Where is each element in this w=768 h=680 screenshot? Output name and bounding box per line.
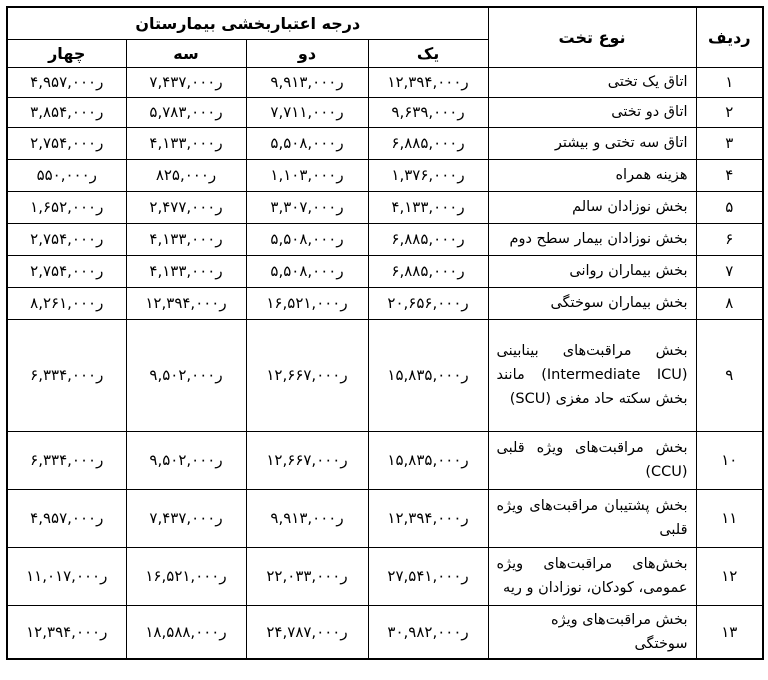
cell-level-one: ۲۰,۶۵۶,۰۰۰ر <box>368 287 488 319</box>
cell-level-three: ۹,۵۰۲,۰۰۰ر <box>126 319 246 431</box>
table-row <box>7 287 763 319</box>
level-three-header: سه <box>126 39 246 67</box>
bed-tariff-table <box>6 6 764 660</box>
cell-level-one: ۱۲,۳۹۴,۰۰۰ر <box>368 67 488 97</box>
cell-level-four: ۴,۹۵۷,۰۰۰ر <box>7 489 126 547</box>
cell-bed-type: بخش مراقبت‌های ویژه سوختگی <box>488 605 696 659</box>
table-row <box>7 97 763 127</box>
level-four-header: چهار <box>7 39 126 67</box>
cell-level-three: ۸۲۵,۰۰۰ر <box>126 159 246 191</box>
cell-row-number: ۱۰ <box>696 431 763 489</box>
level-one-header: یک <box>368 39 488 67</box>
cell-level-three: ۴,۱۳۳,۰۰۰ر <box>126 127 246 159</box>
table-row <box>7 547 763 605</box>
cell-level-three: ۵,۷۸۳,۰۰۰ر <box>126 97 246 127</box>
cell-level-one: ۱۵,۸۳۵,۰۰۰ر <box>368 319 488 431</box>
cell-level-four: ۴,۹۵۷,۰۰۰ر <box>7 67 126 97</box>
cell-level-one: ۶,۸۸۵,۰۰۰ر <box>368 127 488 159</box>
table-row <box>7 191 763 223</box>
cell-level-one: ۱۲,۳۹۴,۰۰۰ر <box>368 489 488 547</box>
cell-level-four: ۲,۷۵۴,۰۰۰ر <box>7 255 126 287</box>
cell-row-number: ۸ <box>696 287 763 319</box>
cell-bed-type: اتاق سه تختی و بیشتر <box>488 127 696 159</box>
cell-level-three: ۹,۵۰۲,۰۰۰ر <box>126 431 246 489</box>
row-number-header: ردیف <box>696 7 763 67</box>
cell-bed-type: اتاق یک تختی <box>488 67 696 97</box>
cell-level-four: ۵۵۰,۰۰۰ر <box>7 159 126 191</box>
cell-row-number: ۱۲ <box>696 547 763 605</box>
cell-level-one: ۱۵,۸۳۵,۰۰۰ر <box>368 431 488 489</box>
cell-level-four: ۶,۳۳۴,۰۰۰ر <box>7 319 126 431</box>
cell-level-one: ۶,۸۸۵,۰۰۰ر <box>368 255 488 287</box>
accreditation-group-header: درجه اعتباربخشی بیمارستان <box>7 7 488 39</box>
cell-row-number: ۳ <box>696 127 763 159</box>
cell-bed-type: بخش نوزادان سالم <box>488 191 696 223</box>
cell-level-two: ۲۲,۰۳۳,۰۰۰ر <box>246 547 368 605</box>
cell-level-three: ۴,۱۳۳,۰۰۰ر <box>126 255 246 287</box>
cell-row-number: ۴ <box>696 159 763 191</box>
cell-level-three: ۲,۴۷۷,۰۰۰ر <box>126 191 246 223</box>
cell-level-four: ۸,۲۶۱,۰۰۰ر <box>7 287 126 319</box>
table-row <box>7 489 763 547</box>
cell-level-two: ۱,۱۰۳,۰۰۰ر <box>246 159 368 191</box>
cell-level-four: ۳,۸۵۴,۰۰۰ر <box>7 97 126 127</box>
cell-bed-type: بخش‌های مراقبت‌های ویژه عمومی، کودکان، نوزادان و ریه <box>488 547 696 605</box>
cell-level-two: ۲۴,۷۸۷,۰۰۰ر <box>246 605 368 659</box>
cell-level-one: ۶,۸۸۵,۰۰۰ر <box>368 223 488 255</box>
cell-row-number: ۵ <box>696 191 763 223</box>
table-row <box>7 605 763 659</box>
cell-level-four: ۶,۳۳۴,۰۰۰ر <box>7 431 126 489</box>
cell-level-one: ۳۰,۹۸۲,۰۰۰ر <box>368 605 488 659</box>
cell-level-two: ۱۲,۶۶۷,۰۰۰ر <box>246 431 368 489</box>
table-row <box>7 67 763 97</box>
cell-level-two: ۹,۹۱۳,۰۰۰ر <box>246 67 368 97</box>
level-two-header: دو <box>246 39 368 67</box>
cell-bed-type: بخش مراقبت‌های ویژه قلبی (CCU) <box>488 431 696 489</box>
cell-bed-type: بخش مراقبت‌های بینابینی (Intermediate ICU) مانند بخش سکته حاد مغزی (SCU) <box>488 319 696 431</box>
table-row <box>7 127 763 159</box>
cell-level-one: ۲۷,۵۴۱,۰۰۰ر <box>368 547 488 605</box>
cell-bed-type: اتاق دو تختی <box>488 97 696 127</box>
cell-level-two: ۳,۳۰۷,۰۰۰ر <box>246 191 368 223</box>
cell-bed-type: هزینه همراه <box>488 159 696 191</box>
cell-row-number: ۱۱ <box>696 489 763 547</box>
cell-level-two: ۹,۹۱۳,۰۰۰ر <box>246 489 368 547</box>
cell-level-three: ۱۸,۵۸۸,۰۰۰ر <box>126 605 246 659</box>
cell-bed-type: بخش پشتیبان مراقبت‌های ویژه قلبی <box>488 489 696 547</box>
table-row <box>7 223 763 255</box>
cell-level-one: ۴,۱۳۳,۰۰۰ر <box>368 191 488 223</box>
cell-bed-type: بخش نوزادان بیمار سطح دوم <box>488 223 696 255</box>
bed-type-header: نوع تخت <box>488 7 696 67</box>
cell-level-three: ۱۲,۳۹۴,۰۰۰ر <box>126 287 246 319</box>
cell-level-two: ۱۲,۶۶۷,۰۰۰ر <box>246 319 368 431</box>
cell-level-three: ۷,۴۳۷,۰۰۰ر <box>126 489 246 547</box>
table-row <box>7 255 763 287</box>
table-row <box>7 431 763 489</box>
cell-row-number: ۹ <box>696 319 763 431</box>
cell-level-four: ۱,۶۵۲,۰۰۰ر <box>7 191 126 223</box>
cell-level-two: ۷,۷۱۱,۰۰۰ر <box>246 97 368 127</box>
cell-level-three: ۴,۱۳۳,۰۰۰ر <box>126 223 246 255</box>
table-row <box>7 159 763 191</box>
cell-level-four: ۱۲,۳۹۴,۰۰۰ر <box>7 605 126 659</box>
cell-bed-type: بخش بیماران روانی <box>488 255 696 287</box>
cell-level-three: ۱۶,۵۲۱,۰۰۰ر <box>126 547 246 605</box>
cell-level-one: ۹,۶۳۹,۰۰۰ر <box>368 97 488 127</box>
cell-level-three: ۷,۴۳۷,۰۰۰ر <box>126 67 246 97</box>
cell-level-one: ۱,۳۷۶,۰۰۰ر <box>368 159 488 191</box>
cell-level-four: ۲,۷۵۴,۰۰۰ر <box>7 223 126 255</box>
cell-row-number: ۲ <box>696 97 763 127</box>
cell-row-number: ۷ <box>696 255 763 287</box>
tariff-table-container <box>6 6 762 670</box>
cell-level-two: ۵,۵۰۸,۰۰۰ر <box>246 127 368 159</box>
table-row <box>7 319 763 431</box>
cell-level-two: ۵,۵۰۸,۰۰۰ر <box>246 223 368 255</box>
cell-level-four: ۱۱,۰۱۷,۰۰۰ر <box>7 547 126 605</box>
cell-level-four: ۲,۷۵۴,۰۰۰ر <box>7 127 126 159</box>
cell-level-two: ۵,۵۰۸,۰۰۰ر <box>246 255 368 287</box>
cell-row-number: ۱ <box>696 67 763 97</box>
cell-row-number: ۱۳ <box>696 605 763 659</box>
cell-bed-type: بخش بیماران سوختگی <box>488 287 696 319</box>
cell-row-number: ۶ <box>696 223 763 255</box>
cell-level-two: ۱۶,۵۲۱,۰۰۰ر <box>246 287 368 319</box>
